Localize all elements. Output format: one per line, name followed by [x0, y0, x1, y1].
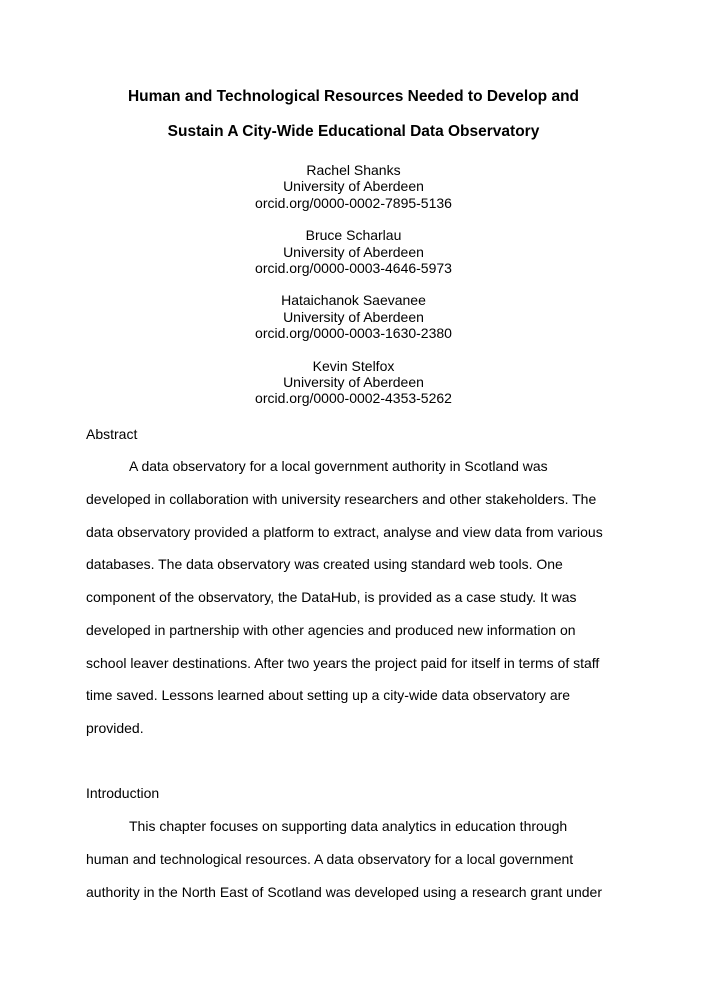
abstract-line: time saved. Lessons learned about setting up a city-wide data observatory are [86, 687, 571, 703]
introduction-line: human and technological resources. A data observatory for a local government [86, 851, 574, 867]
author-orcid: orcid.org/0000-0002-4353-5262 [255, 390, 452, 407]
author-name: Hataichanok Saevanee [281, 292, 426, 309]
author-orcid: orcid.org/0000-0003-1630-2380 [255, 325, 452, 342]
author-list [60, 162, 647, 423]
paper-title-line-1: Human and Technological Resources Needed to Develop and [127, 88, 580, 105]
author-block [60, 162, 647, 211]
abstract-line: provided. [86, 720, 144, 736]
author-block [60, 227, 647, 276]
author-block [60, 358, 647, 407]
author-name: Kevin Stelfox [312, 357, 395, 374]
abstract-line: component of the observatory, the DataHub, is provided as a case study. It was [86, 589, 577, 605]
author-block [60, 292, 647, 341]
abstract-line: data observatory provided a platform to extract, analyse and view data from various [86, 524, 603, 540]
author-affiliation: University of Aberdeen [283, 243, 424, 260]
author-affiliation: University of Aberdeen [283, 374, 424, 391]
abstract-line: developed in partnership with other agencies and produced new information on [86, 622, 576, 638]
paper-title-line-2: Sustain A City-Wide Educational Data Observatory [167, 123, 540, 140]
abstract-heading: Abstract [86, 426, 138, 442]
author-affiliation: University of Aberdeen [283, 308, 424, 325]
author-name: Bruce Scharlau [305, 227, 402, 244]
introduction-line: authority in the North East of Scotland was developed using a research grant under [86, 884, 602, 900]
author-affiliation: University of Aberdeen [283, 178, 424, 195]
author-name: Rachel Shanks [306, 162, 401, 178]
author-orcid: orcid.org/0000-0003-4646-5973 [255, 260, 452, 277]
introduction-heading: Introduction [86, 785, 160, 801]
abstract-line: developed in collaboration with university researchers and other stakeholders. The [86, 491, 597, 507]
introduction-line: This chapter focuses on supporting data analytics in education through [129, 818, 568, 834]
author-orcid: orcid.org/0000-0002-7895-5136 [255, 194, 452, 211]
abstract-line: databases. The data observatory was created using standard web tools. One [86, 556, 563, 572]
abstract-line: school leaver destinations. After two years the project paid for itself in terms of staff [86, 655, 600, 671]
abstract-line: A data observatory for a local government authority in Scotland was [129, 458, 548, 474]
